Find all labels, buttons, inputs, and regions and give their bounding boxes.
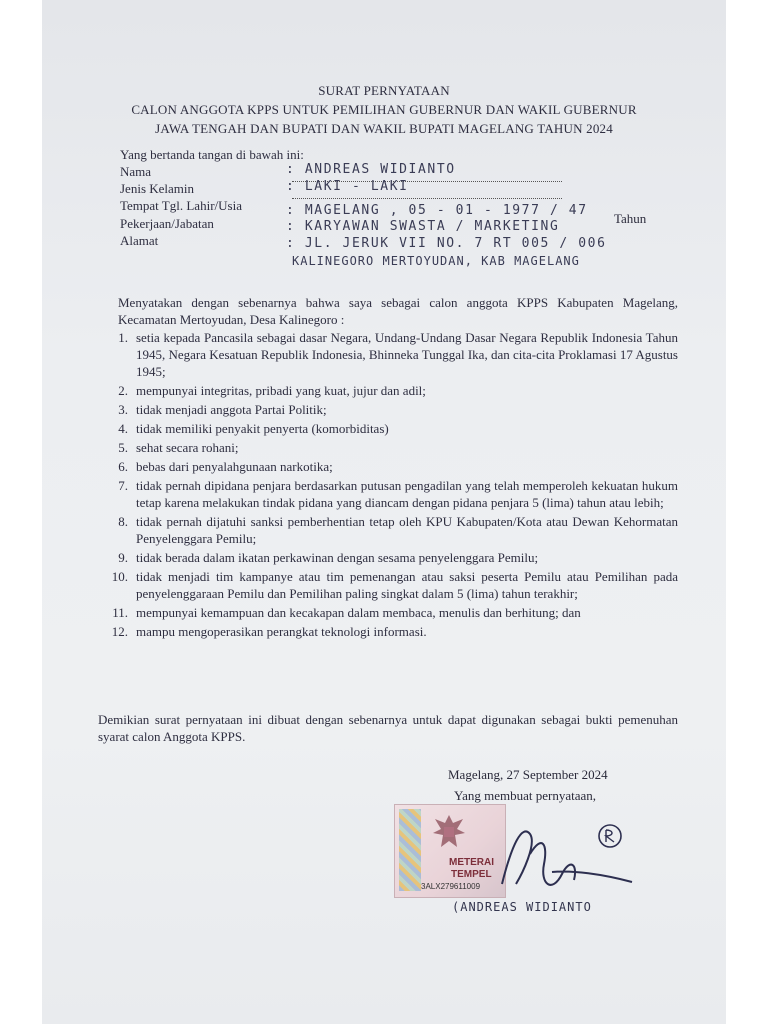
item-text: tidak pernah dijatuhi sanksi pemberhentian tetap oleh KPU Kabupaten/Kota atau Dewan Kehormatan Penyelenggara Pemilu; [136, 514, 678, 546]
item-number: 6. [118, 459, 128, 474]
list-item [94, 420, 678, 437]
item-number: 11. [112, 605, 128, 620]
signatory-name: (ANDREAS WIDIANTO [452, 900, 592, 914]
item-text: tidak memiliki penyakit penyerta (komorbiditas) [136, 421, 389, 436]
item-text: tidak pernah dipidana penjara berdasarkan putusan pengadilan yang telah memperoleh kekuatan hukum tetap karena melakukan tindak pidana yang diancam dengan pidana penjara 5 (lima) tahun atau lebih; [136, 478, 678, 510]
item-number: 10. [111, 569, 128, 584]
item-text: bebas dari penyalahgunaan narkotika; [136, 459, 333, 474]
item-number: 9. [118, 550, 128, 565]
value-jenis-kelamin: : LAKI - LAKI [286, 179, 409, 194]
item-text: mempunyai integritas, pribadi yang kuat, jujur dan adil; [136, 383, 426, 398]
dotted-line [292, 198, 562, 199]
item-number: 2. [118, 383, 128, 398]
item-text: tidak berada dalam ikatan perkawinan dengan sesama penyelenggara Pemilu; [136, 550, 539, 565]
label-jenis-kelamin: Jenis Kelamin [120, 181, 195, 196]
item-text: setia kepada Pancasila sebagai dasar Negara, Undang-Undang Dasar Negara Republik Indonesia Tahun 1945, Negara Kesatuan Republik Indonesia, Bhinneka Tunggal Ika, dan cita-cita Proklamasi 17 Agustus 1945; [136, 330, 678, 379]
item-number: 1. [118, 330, 128, 345]
label-alamat: Alamat [120, 233, 159, 248]
hologram-strip-icon [399, 809, 421, 891]
item-number: 4. [118, 421, 128, 436]
age-suffix: Tahun [614, 211, 647, 226]
statement-list [94, 329, 678, 642]
document-subtitle-line1: CALON ANGGOTA KPPS UNTUK PEMILIHAN GUBERNUR DAN WAKIL GUBERNUR [131, 102, 637, 117]
value-tempat-tgl-lahir: : MAGELANG , 05 - 01 - 1977 / 47 [286, 203, 588, 218]
document-page [42, 0, 726, 1024]
stamp-label: METERAI [449, 857, 494, 868]
value-nama: : ANDREAS WIDIANTO [286, 162, 456, 177]
list-item [94, 604, 678, 621]
signatory-caption: Yang membuat pernyataan, [454, 788, 597, 803]
item-text: sehat secara rohani; [136, 440, 239, 455]
statement-intro: Menyatakan dengan sebenarnya bahwa saya sebagai calon anggota KPPS Kabupaten Magelang, Kecamatan Mertoyudan, Desa Kalinegoro : [118, 295, 678, 327]
item-number: 5. [118, 440, 128, 455]
value-pekerjaan: : KARYAWAN SWASTA / MARKETING [286, 219, 560, 234]
list-item [94, 329, 678, 380]
list-item [94, 568, 678, 602]
document-title: SURAT PERNYATAAN [318, 83, 450, 98]
stamp-serial: 3ALX279611009 [421, 882, 481, 891]
list-item [94, 549, 678, 566]
item-text: mempunyai kemampuan dan kecakapan dalam membaca, menulis dan berhitung; dan [136, 605, 581, 620]
item-text: tidak menjadi tim kampanye atau tim pemenangan atau saksi peserta Pemilu atau Pemilihan pada penyelenggaraan Pemilu dan Pemilihan paling singkat dalam 5 (lima) tahun terakhir; [136, 569, 678, 601]
identity-intro: Yang bertanda tangan di bawah ini: [120, 147, 304, 162]
list-item [94, 401, 678, 418]
list-item [94, 439, 678, 456]
list-item [94, 477, 678, 511]
value-alamat-line2: KALINEGORO MERTOYUDAN, KAB MAGELANG [292, 254, 580, 268]
item-text: mampu mengoperasikan perangkat teknologi informasi. [136, 624, 427, 639]
document-subtitle-line2: JAWA TENGAH DAN BUPATI DAN WAKIL BUPATI MAGELANG TAHUN 2024 [155, 121, 613, 136]
value-alamat: : JL. JERUK VII NO. 7 RT 005 / 006 [286, 236, 607, 251]
stamp-label: TEMPEL [451, 869, 492, 880]
list-item [94, 513, 678, 547]
label-nama: Nama [120, 164, 152, 179]
item-text: tidak menjadi anggota Partai Politik; [136, 402, 327, 417]
closing-paragraph: Demikian surat pernyataan ini dibuat dengan sebenarnya untuk dapat digunakan sebagai bukti pemenuhan syarat calon Anggota KPPS. [98, 712, 678, 744]
label-pekerjaan: Pekerjaan/Jabatan [120, 216, 214, 231]
item-number: 8. [118, 514, 128, 529]
item-number: 12. [111, 624, 128, 639]
list-item [94, 623, 678, 640]
list-item [94, 382, 678, 399]
item-number: 3. [118, 402, 128, 417]
garuda-emblem-icon [429, 811, 469, 855]
item-number: 7. [118, 478, 128, 493]
list-item [94, 458, 678, 475]
place-date: Magelang, 27 September 2024 [448, 767, 608, 782]
label-tempat-tgl-lahir: Tempat Tgl. Lahir/Usia [120, 198, 242, 213]
handwritten-signature-icon [482, 814, 642, 906]
